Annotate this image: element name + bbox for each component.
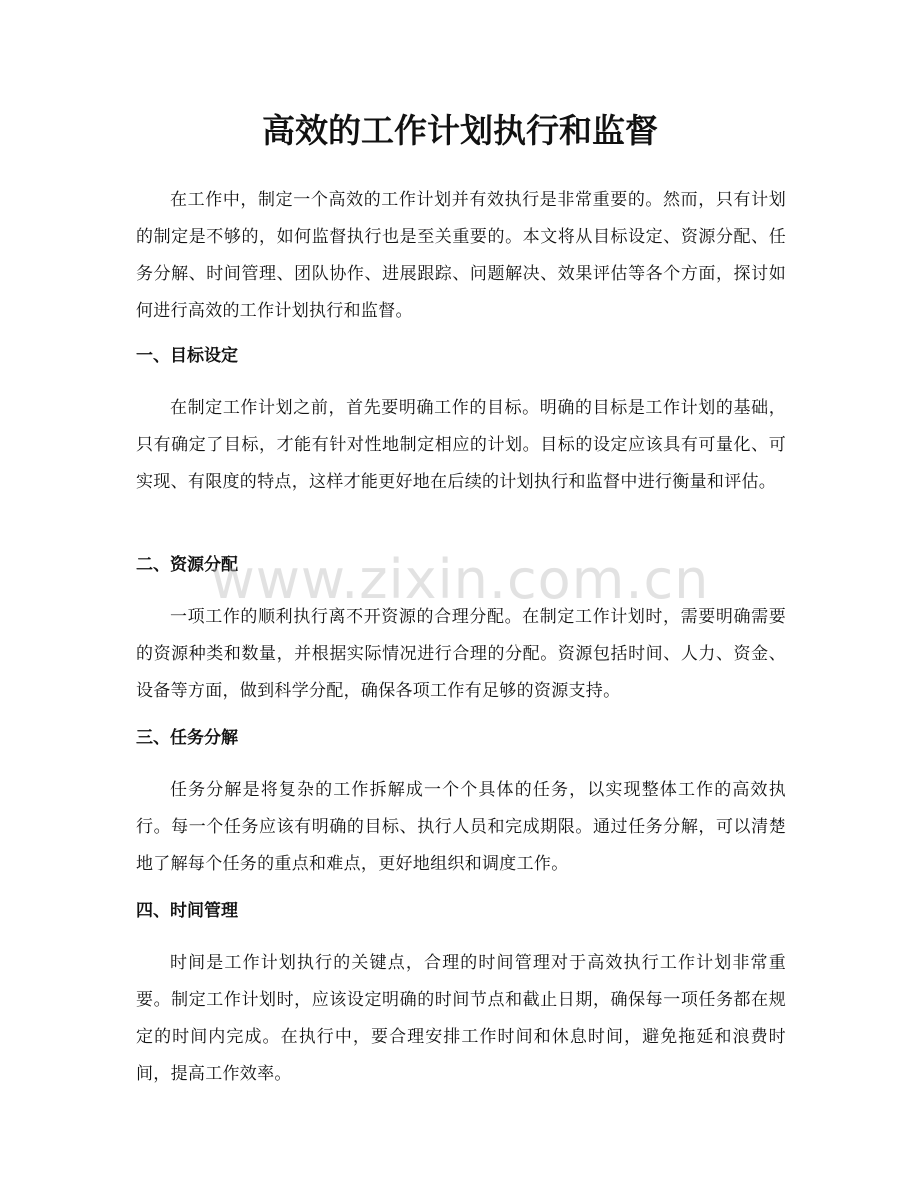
watermark-text: www.zixin.com.cn	[210, 548, 710, 611]
section-heading-task-breakdown: 三、任务分解	[136, 728, 238, 748]
intro-paragraph: 在工作中，制定一个高效的工作计划并有效执行是非常重要的。然而，只有计划的制定是不够的，如何监督执行也是至关重要的。本文将从目标设定、资源分配、任务分解、时间管理、团队协作、进展跟踪、问题解决、效果评估等各个方面，探讨如何进行高效的工作计划执行和监督。	[136, 190, 786, 321]
section-body-task-breakdown: 任务分解是将复杂的工作拆解成一个个具体的任务，以实现整体工作的高效执行。每一个任务应该有明确的目标、执行人员和完成期限。通过任务分解，可以清楚地了解每个任务的重点和难点，更好地组织和调度工作。	[136, 780, 786, 874]
document-title: 高效的工作计划执行和监督	[262, 111, 658, 150]
section-heading-time-management: 四、时间管理	[136, 901, 238, 921]
section-body-goal-setting: 在制定工作计划之前，首先要明确工作的目标。明确的目标是工作计划的基础，只有确定了目标，才能有针对性地制定相应的计划。目标的设定应该具有可量化、可实现、有限度的特点，这样才能更好地在后续的计划执行和监督中进行衡量和评估。	[136, 398, 786, 492]
section-heading-goal-setting: 一、目标设定	[136, 346, 238, 366]
section-body-time-management: 时间是工作计划执行的关键点，合理的时间管理对于高效执行工作计划非常重要。制定工作计划时，应该设定明确的时间节点和截止日期，确保每一项任务都在规定的时间内完成。在执行中，要合理安排工作时间和休息时间，避免拖延和浪费时间，提高工作效率。	[136, 953, 786, 1084]
section-heading-resource-allocation: 二、资源分配	[136, 555, 238, 575]
section-body-resource-allocation: 一项工作的顺利执行离不开资源的合理分配。在制定工作计划时，需要明确需要的资源种类和数量，并根据实际情况进行合理的分配。资源包括时间、人力、资金、设备等方面，做到科学分配，确保各项工作有足够的资源支持。	[136, 607, 786, 701]
